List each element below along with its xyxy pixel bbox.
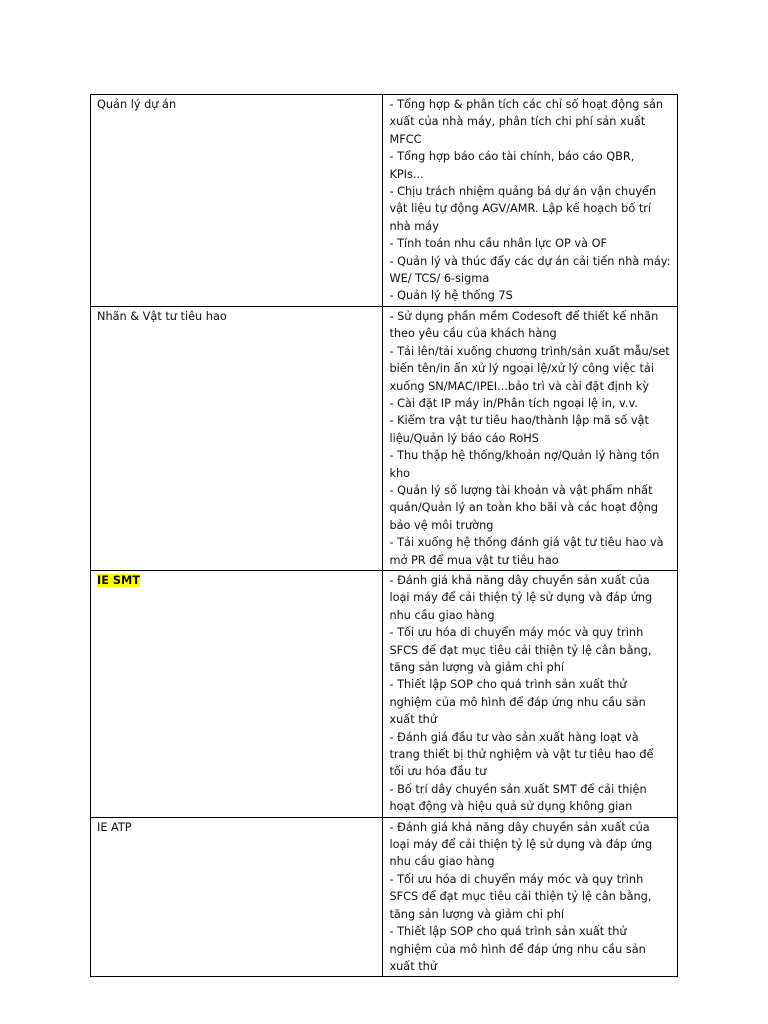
duty-line: - Tải xuống hệ thống đánh giá vật tư tiêu hao và mở PR để mua vật tư tiêu hao xyxy=(389,536,664,567)
duty-line: - Đánh giá khả năng dây chuyền sản xuất của loại máy để cải thiện tỷ lệ sử dụng và đáp ứng nhu cầu giao hàng xyxy=(389,573,653,622)
table-row xyxy=(91,95,678,307)
duty-line: - Tối ưu hóa di chuyển máy móc và quy trình SFCS để đạt mục tiêu cải thiện tỷ lệ cân bằng, tăng sản lượng và giảm chi phí xyxy=(389,626,652,674)
table-row xyxy=(91,817,678,977)
role-cell xyxy=(91,306,383,570)
duty-line: - Bố trí dây chuyền sản xuất SMT để cải thiện hoạt động và hiệu quả sử dụng không gian xyxy=(389,782,647,814)
duty-line: - Đánh giá đầu tư vào sản xuất hàng loạt và trang thiết bị thử nghiệm và vật tư tiêu hao để tối ưu hóa đầu tư xyxy=(389,730,654,779)
role-title: Nhãn & Vật tư tiêu hao xyxy=(97,309,227,323)
duty-line: - Quản lý số lượng tài khoản và vật phẩm nhất quán/Quản lý an toàn kho bãi và các hoạt động bảo vệ môi trường xyxy=(389,483,659,532)
duty-line: - Cài đặt IP máy in/Phân tích ngoại lệ in, v.v. xyxy=(389,396,638,410)
role-cell xyxy=(91,570,383,817)
duty-line: - Sử dụng phần mềm Codesoft để thiết kế nhãn theo yêu cầu của khách hàng xyxy=(389,309,659,341)
duty-line: - Quản lý và thúc đẩy các dự án cải tiến nhà máy: WE/ TCS/ 6-sigma xyxy=(389,254,671,286)
duty-line: - Chịu trách nhiệm quảng bá dự án vận chuyển vật liệu tự động AGV/AMR. Lập kế hoạch bố trí nhà máy xyxy=(389,185,657,233)
duties-cell xyxy=(383,570,678,817)
duty-line: - Thiết lập SOP cho quá trình sản xuất thử nghiệm của mô hình để đáp ứng nhu cầu sản xuất thử xyxy=(389,925,646,973)
role-cell xyxy=(91,817,383,977)
duty-line: - Tổng hợp báo cáo tài chính, báo cáo QBR, KPIs... xyxy=(389,150,635,181)
duties-cell xyxy=(383,817,678,977)
table-row xyxy=(91,306,678,570)
duties-cell xyxy=(383,95,678,307)
duty-line: - Thu thập hệ thống/khoản nợ/Quản lý hàng tồn kho xyxy=(389,449,660,480)
role-title: Quản lý dự án xyxy=(97,98,177,111)
role-cell xyxy=(91,95,383,307)
duty-line: - Tính toán nhu cầu nhân lực OP và OF xyxy=(389,237,608,251)
job-description-table xyxy=(90,94,678,977)
role-title-highlighted: IE SMT xyxy=(97,573,140,587)
duty-line: - Tải lên/tải xuống chương trình/sản xuất mẫu/set biến tên/in ấn xử lý ngoại lệ/xử lý công việc tải xuống SN/MAC/IPEI...bảo trì và cài đặt định kỳ xyxy=(389,344,670,393)
duty-line: - Kiểm tra vật tư tiêu hao/thành lập mã số vật liệu/Quản lý báo cáo RoHS xyxy=(389,414,649,445)
duty-line: - Tối ưu hóa di chuyển máy móc và quy trình SFCS để đạt mục tiêu cải thiện tỷ lệ cân bằng, tăng sản lượng và giảm chi phí xyxy=(389,872,652,921)
duties-cell xyxy=(383,306,678,570)
duty-line: - Tổng hợp & phân tích các chỉ số hoạt động sản xuất của nhà máy, phân tích chi phí sản xuất MFCC xyxy=(389,98,664,146)
duty-line: - Quản lý hệ thống 7S xyxy=(389,289,513,303)
table-row xyxy=(91,570,678,817)
duty-line: - Đánh giá khả năng dây chuyền sản xuất của loại máy để cải thiện tỷ lệ sử dụng và đáp ứng nhu cầu giao hàng xyxy=(389,820,653,869)
duty-line: - Thiết lập SOP cho quá trình sản xuất thử nghiệm của mô hình để đáp ứng nhu cầu sản xuất thử xyxy=(389,678,646,727)
role-title: IE ATP xyxy=(97,820,132,834)
